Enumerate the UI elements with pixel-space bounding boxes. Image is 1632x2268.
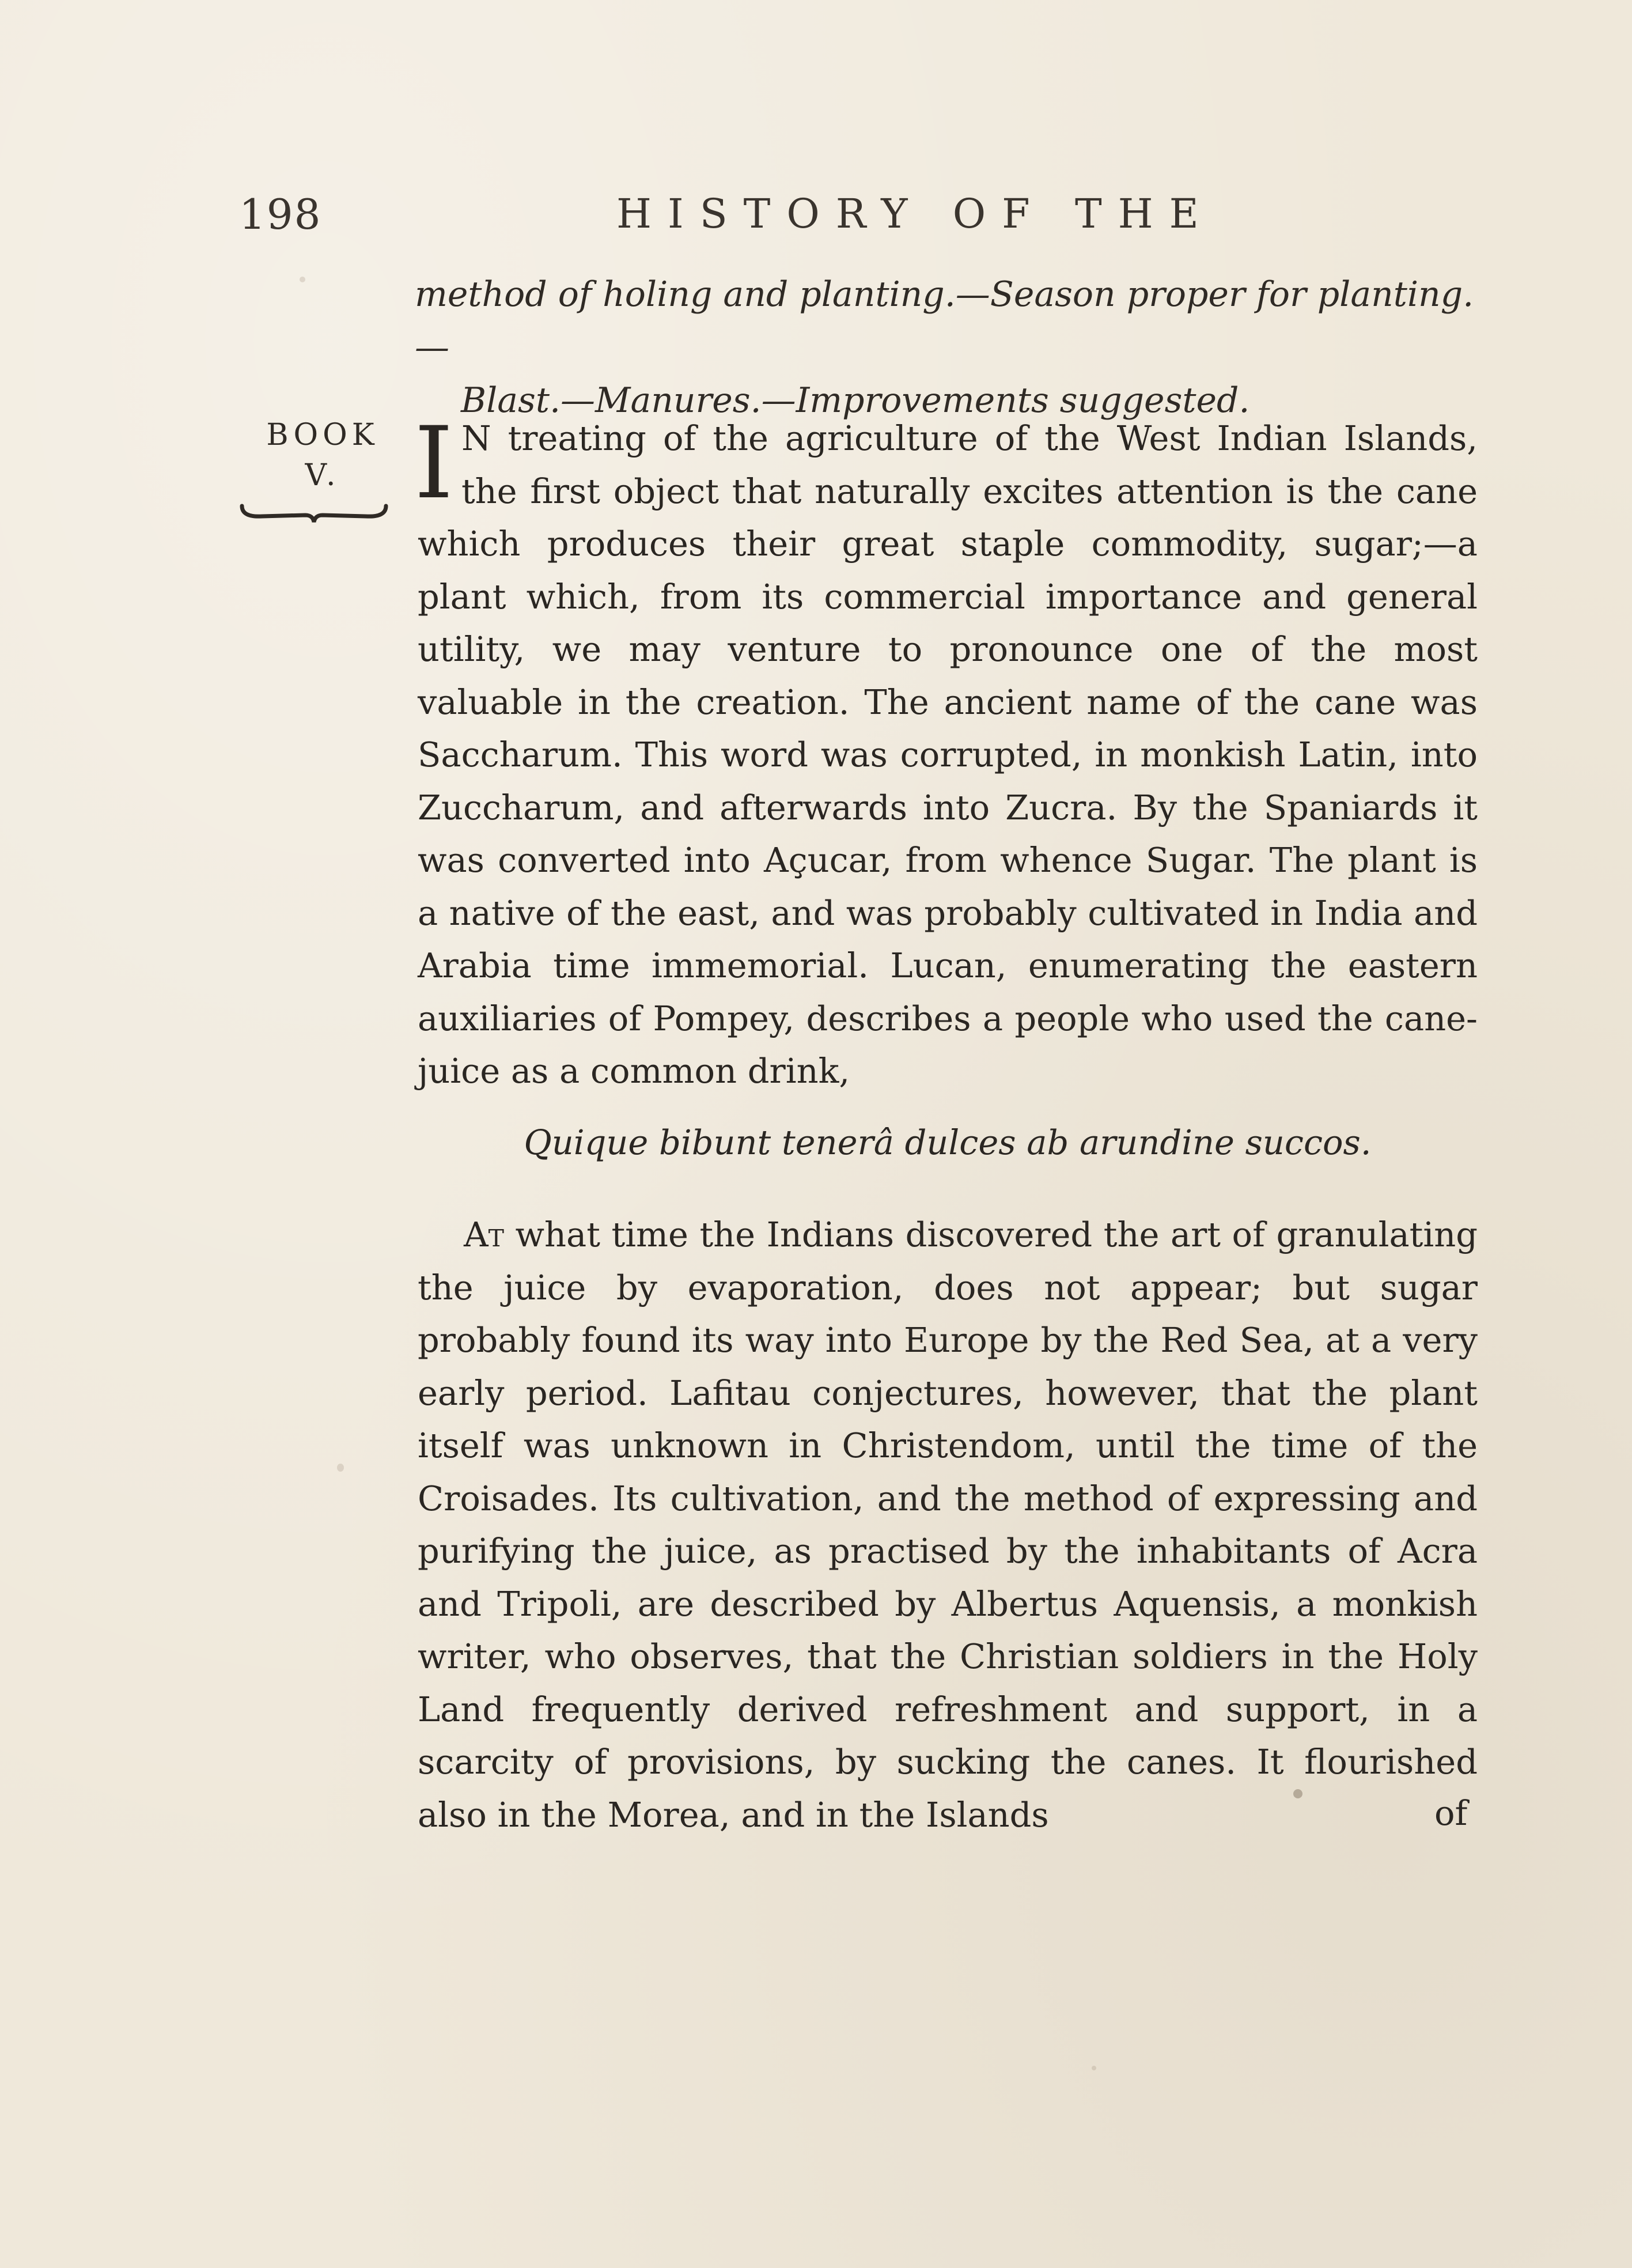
page-number: 198 bbox=[239, 190, 322, 239]
paper-speck bbox=[337, 1464, 344, 1472]
paragraph-1-text: N treating of the agriculture of the West Indian Islands, the first object that naturally excites attention is the cane which produces their great staple commodity, sugar;—a plant which, from its commercial importance and general utility, we may venture to pronounce one of the most valuable in the creation. The ancient name of the cane was Saccharum. This word was corrupted, in monkish Latin, into Zuccharum, and afterwards into Zucra. By the Spaniards it was converted into Açucar, from whence Sugar. The plant is a native of the east, and was probably cultivated in India and Arabia time immemorial. Lucan, enumerating the eastern auxiliaries of Pompey, describes a people who used the cane-juice as a common drink, bbox=[418, 418, 1478, 1091]
summary-line-1: method of holing and planting.—Season proper for planting.— bbox=[415, 274, 1474, 368]
chapter-summary bbox=[415, 268, 1480, 427]
catchword: of bbox=[1434, 1793, 1468, 1833]
drop-capital: I bbox=[414, 405, 453, 521]
paragraph-2-first-word: At bbox=[464, 1215, 504, 1254]
paragraph-1 bbox=[414, 405, 1478, 1098]
paper-speck bbox=[1092, 2066, 1096, 2070]
paragraph-2 bbox=[418, 1208, 1478, 1841]
paper-speck bbox=[300, 277, 305, 282]
margin-volume-label: V. bbox=[305, 458, 340, 493]
margin-book-note bbox=[248, 415, 397, 496]
latin-verse-quotation: Quique bibunt tenerâ dulces ab arundine succos. bbox=[524, 1122, 1372, 1162]
paragraph-2-text: what time the Indians discovered the art of granulating the juice by evaporation, does not appear; but sugar probably found its way into Europe by the Red Sea, at a very early period. Lafitau conjectures, however, that the plant itself was unknown in Christendom, until the time of the Croisades. Its cultivation, and the method of expressing and purifying the juice, as practised by the inhabitants of Acra and Tripoli, are described by Albertus Aquensis, a monkish writer, who observes, that the Christian soldiers in the Holy Land frequently derived refreshment and support, in a scarcity of provisions, by sucking the canes. It flourished also in the Morea, and in the Islands bbox=[418, 1215, 1478, 1835]
margin-book-label: BOOK bbox=[266, 418, 379, 452]
running-title: HISTORY OF THE bbox=[616, 190, 1215, 237]
brace-ornament bbox=[239, 501, 389, 524]
summary-line-2: Blast.—Manures.—Improvements suggested. bbox=[461, 380, 1250, 421]
